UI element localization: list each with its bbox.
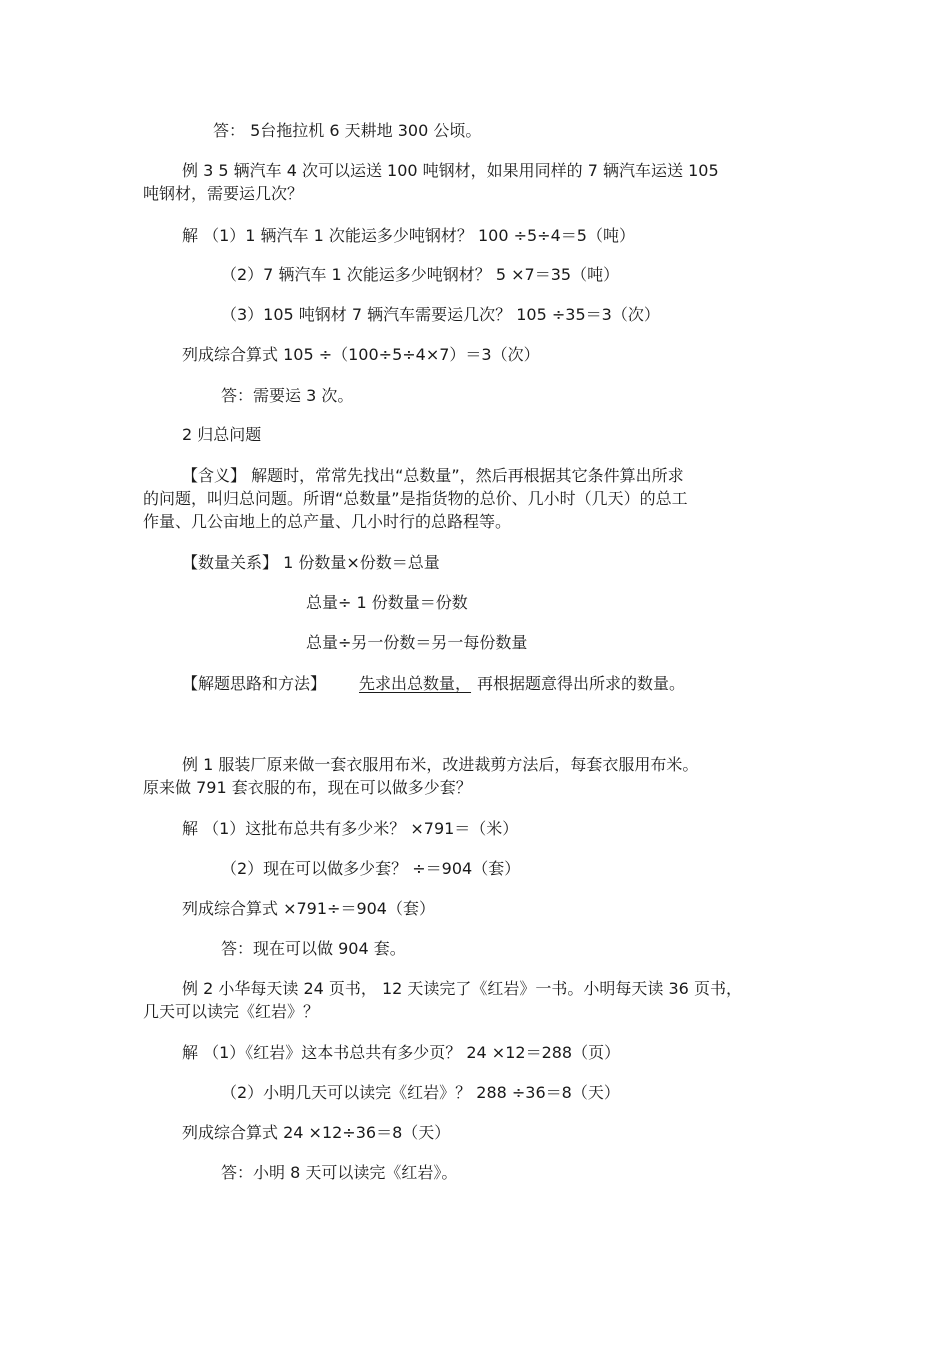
method-underlined-text: 先求出总数量， <box>359 674 472 693</box>
meaning-line-3: 作量、几公亩地上的总产量、几小时行的总路程等。 <box>143 512 512 531</box>
method-line <box>182 672 685 695</box>
example-2-question-line-2: 几天可以读完《红岩》？ <box>143 1002 320 1021</box>
meaning-line-2: 的问题，叫归总问题。所谓“总数量”是指货物的总价、几小时（几天）的总工 <box>143 489 688 508</box>
example-2-answer: 答：小明 8 天可以读完《红岩》。 <box>221 1163 458 1182</box>
answer-tractor: 答： 5台拖拉机 6 天耕地 300 公顷。 <box>213 121 482 140</box>
example-2-question-line-1: 例 2 小华每天读 24 页书， 12 天读完了《红岩》一书。小明每天读 36 页书， <box>182 979 742 998</box>
example-3-answer: 答：需要运 3 次。 <box>221 386 354 405</box>
method-rest-text: 再根据题意得出所求的数量。 <box>477 674 686 693</box>
relation-line-1: 【数量关系】 1 份数量×份数＝总量 <box>182 553 440 572</box>
example-1-answer: 答：现在可以做 904 套。 <box>221 939 406 958</box>
example-2-step-2: （2）小明几天可以读完《红岩》？ 288 ÷36＝8（天） <box>221 1083 620 1102</box>
example-3-question-line-2: 吨钢材，需要运几次？ <box>143 184 304 203</box>
example-1-step-2: （2）现在可以做多少套？ ÷＝904（套） <box>221 859 521 878</box>
example-3-step-2: （2）7 辆汽车 1 次能运多少吨钢材？ 5 ×7＝35（吨） <box>221 265 620 284</box>
example-3-question-line-1: 例 3 5 辆汽车 4 次可以运送 100 吨钢材，如果用同样的 7 辆汽车运送 105 <box>182 161 719 180</box>
example-2-formula: 列成综合算式 24 ×12÷36＝8（天） <box>182 1123 451 1142</box>
method-label: 【解题思路和方法】 <box>182 674 327 693</box>
example-3-step-3: （3）105 吨钢材 7 辆汽车需要运几次？ 105 ÷35＝3（次） <box>221 305 660 324</box>
example-2-step-1: 解 （1）《红岩》这本书总共有多少页？ 24 ×12＝288（页） <box>182 1043 621 1062</box>
example-3-formula: 列成综合算式 105 ÷（100÷5÷4×7）＝3（次） <box>182 345 540 364</box>
example-1-question-line-1: 例 1 服装厂原来做一套衣服用布米，改进裁剪方法后，每套衣服用布米。 <box>182 755 699 774</box>
example-1-question-line-2: 原来做 791 套衣服的布，现在可以做多少套？ <box>143 778 472 797</box>
example-3-step-1: 解 （1）1 辆汽车 1 次能运多少吨钢材？ 100 ÷5÷4＝5（吨） <box>182 226 635 245</box>
example-1-step-1: 解 （1）这批布总共有多少米？ ×791＝（米） <box>182 819 519 838</box>
relation-line-2: 总量÷ 1 份数量＝份数 <box>306 593 468 612</box>
example-1-formula: 列成综合算式 ×791÷＝904（套） <box>182 899 435 918</box>
section-heading: 2 归总问题 <box>182 425 262 444</box>
meaning-line-1: 【含义】 解题时，常常先找出“总数量”，然后再根据其它条件算出所求 <box>182 466 684 485</box>
relation-line-3: 总量÷另一份数＝另一每份数量 <box>306 633 528 652</box>
